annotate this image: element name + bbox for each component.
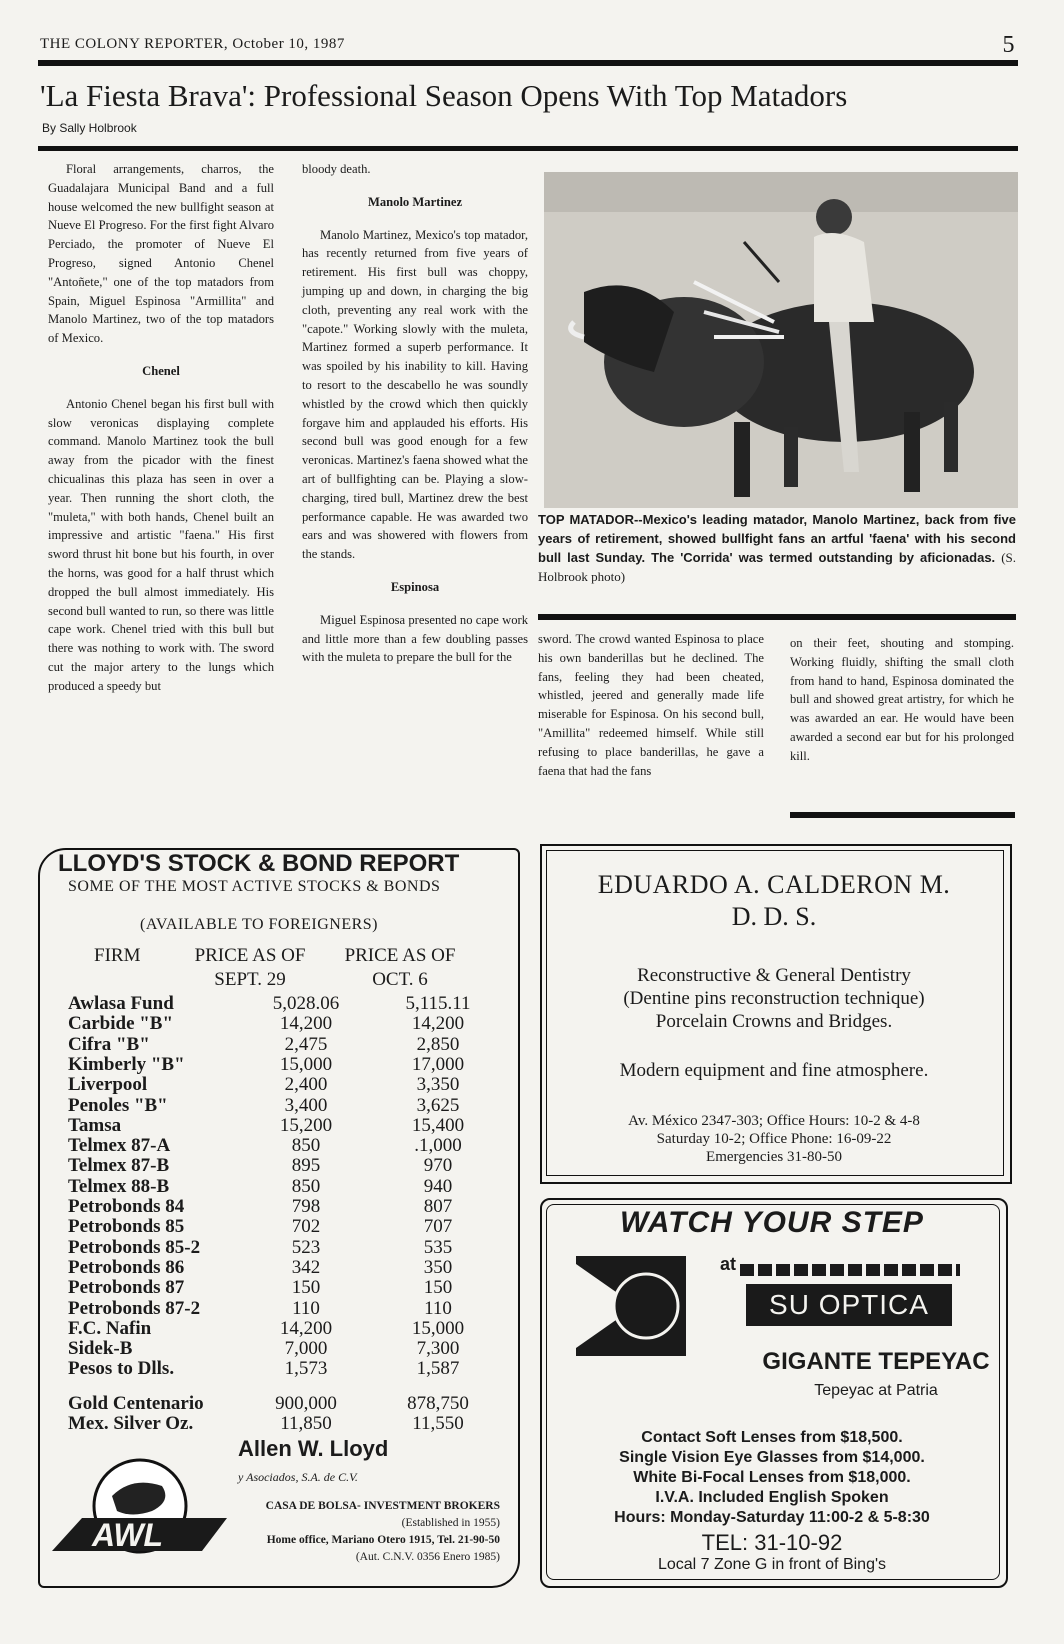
eye-logo-icon xyxy=(576,1256,686,1356)
stock-cell-oct: 350 xyxy=(423,1256,453,1278)
stock-cell-firm: Awlasa Fund xyxy=(68,993,174,1014)
stock-cell-sep: 7,000 xyxy=(284,1338,328,1360)
contact-line: Saturday 10-2; Office Phone: 16-09-22 xyxy=(656,1131,892,1147)
stock-cell-firm: Petrobonds 87 xyxy=(68,1277,185,1299)
stock-cell-sep: 15,200 xyxy=(279,1114,333,1136)
optica-local: Local 7 Zone G in front of Bing's xyxy=(657,1556,887,1573)
service-line: Porcelain Crowns and Bridges. xyxy=(655,1011,893,1032)
offer-line: White Bi-Focal Lenses from $18,000. xyxy=(633,1469,911,1486)
stock-cell-oct: .1,000 xyxy=(414,1135,462,1157)
stock-cell-oct: 110 xyxy=(424,1297,452,1319)
stock-cell-sep: 850 xyxy=(291,1135,321,1157)
headline-rule xyxy=(38,146,1018,151)
stock-cell-sep: 2,475 xyxy=(284,1033,328,1055)
stock-cell-firm: Mex. Silver Oz. xyxy=(68,1413,194,1435)
awl-logo-text: AWL xyxy=(92,1517,164,1553)
stock-cell-oct: 7,300 xyxy=(416,1338,460,1360)
stock-cell-firm: Petrobonds 85 xyxy=(68,1216,185,1238)
stock-row xyxy=(68,1278,488,1298)
stock-cell-firm: Gold Centenario xyxy=(68,1393,204,1414)
optica-at: at xyxy=(720,1254,737,1274)
company-subtitle: y Asociados, S.A. de C.V. xyxy=(238,1470,358,1484)
stock-report-availability: (AVAILABLE TO FOREIGNERS) xyxy=(140,916,378,933)
article-column-2 xyxy=(302,160,528,667)
paragraph: sword. The crowd wanted Espinosa to place his own banderillas but he declined. The fans, feeling they had been cheated, whistled, jeered and generally made life miserable for Espinosa. On his second bull, "Amillita" redeemed himself. While still refusing to place banderillas, he gave a faena that had the fans xyxy=(538,632,764,778)
col-header-oct xyxy=(330,944,470,992)
awl-logo xyxy=(52,1456,232,1566)
stock-cell-firm: Pesos to Dlls. xyxy=(68,1358,175,1380)
stock-cell-firm: Telmex 87-A xyxy=(68,1135,171,1157)
stock-cell-sep: 850 xyxy=(291,1175,321,1197)
stock-row xyxy=(68,1299,488,1319)
stock-row xyxy=(68,1359,488,1379)
offer-line: Contact Soft Lenses from $18,500. xyxy=(641,1429,903,1446)
paragraph: Antonio Chenel began his first bull with slow veronicas displaying complete command. Manolo Martinez took the bull away from the picador with the finest chicualinas this plaza has seen in over a year. Then running the short cloth, the "muleta," with both hands, Chenel built an impressive and artistic "faena." His first sword thrust hit bone but his fourth, in over the horns, was good for a half thrust which dropped the bull almost immediately. His second bull wanted to run, so there was little cape work. Chenel tried with this bull but there was nothing to work with. The sword cut the major artery to the lungs which produced a speedy but xyxy=(48,396,274,693)
stock-row xyxy=(68,1217,488,1237)
masthead xyxy=(40,32,1015,58)
hours-line: Hours: Monday-Saturday 11:00-2 & 5-8:30 xyxy=(614,1509,930,1526)
stock-cell-firm: Carbide "B" xyxy=(68,1013,174,1035)
stock-report-title: LLOYD'S STOCK & BOND REPORT xyxy=(58,850,460,877)
offer-line: Single Vision Eye Glasses from $14,000. xyxy=(619,1449,925,1466)
stock-cell-sep: 523 xyxy=(291,1236,321,1258)
stock-row xyxy=(68,1035,488,1055)
stock-cell-sep: 342 xyxy=(291,1256,321,1278)
service-line: Reconstructive & General Dentistry xyxy=(637,965,911,986)
stock-cell-firm: Telmex 88-B xyxy=(68,1175,170,1197)
stock-cell-sep: 15,000 xyxy=(279,1053,333,1075)
stock-cell-firm: Petrobonds 85-2 xyxy=(68,1236,201,1258)
byline: By Sally Holbrook xyxy=(42,121,137,135)
caption-credit: (S. Holbrook photo) xyxy=(538,550,1016,584)
optica-offers xyxy=(546,1428,998,1528)
stock-cell-sep: 14,200 xyxy=(279,1013,333,1035)
stock-cell-firm: Kimberly "B" xyxy=(68,1053,185,1075)
broker-info xyxy=(206,1498,500,1566)
stock-cell-firm: F.C. Nafin xyxy=(68,1317,152,1339)
stock-cell-oct: 878,750 xyxy=(407,1393,469,1414)
paragraph: Floral arrangements, charros, the Guadalajara Municipal Band and a full house welcomed the new bullfight season at Nueve El Progreso. For the first fight Alvaro Perciado, the promoter of Nueve El Progreso, signed Antonio Chenel "Antoñete," one of the top matadors from Spain, Miguel Espinosa "Armillita" and Manolo Martinez, two of the top matadors of Mexico. xyxy=(48,162,274,346)
stock-cell-oct: 1,587 xyxy=(416,1358,460,1380)
col-header-oct-line2: OCT. 6 xyxy=(372,969,428,990)
optica-phone: TEL: 31-10-92 xyxy=(701,1530,843,1555)
stock-row xyxy=(68,1014,488,1034)
stock-cell-sep: 798 xyxy=(291,1196,321,1217)
stock-row xyxy=(68,1177,488,1197)
stock-row xyxy=(68,1238,488,1258)
caption-rule xyxy=(538,614,1016,620)
stock-cell-firm: Penoles "B" xyxy=(68,1094,168,1116)
stock-cell-oct: 970 xyxy=(423,1155,453,1177)
masthead-title: THE COLONY REPORTER, October 10, 1987 xyxy=(40,36,345,52)
stock-row xyxy=(68,1258,488,1278)
stock-report-subtitle: SOME OF THE MOST ACTIVE STOCKS & BONDS xyxy=(68,878,441,895)
stock-cell-oct: 3,625 xyxy=(416,1094,460,1116)
offer-line: I.V.A. Included English Spoken xyxy=(655,1489,889,1506)
contact-line: Av. México 2347-303; Office Hours: 10-2 & 4-8 xyxy=(628,1113,920,1129)
stock-cell-oct: 15,400 xyxy=(411,1114,465,1136)
stock-row xyxy=(68,1075,488,1095)
paragraph: bloody death. xyxy=(302,162,371,176)
subheading-martinez: Manolo Martinez xyxy=(367,194,463,209)
matador-and-bull-illustration xyxy=(544,172,1018,508)
stock-cell-oct: 5,115.11 xyxy=(405,993,471,1014)
stock-cell-oct: 940 xyxy=(423,1175,453,1197)
authorization-line: (Aut. C.N.V. 0356 Enero 1985) xyxy=(355,1551,500,1563)
article-end-rule xyxy=(790,812,1015,818)
stock-cell-firm: Petrobonds 86 xyxy=(68,1256,185,1278)
masthead-rule xyxy=(38,60,1018,66)
stock-cell-firm: Liverpool xyxy=(68,1074,148,1096)
bullfight-photo xyxy=(544,172,1018,508)
dentist-tagline: Modern equipment and fine atmosphere. xyxy=(619,1060,929,1081)
stock-cell-oct: 150 xyxy=(423,1277,453,1299)
col-header-sept xyxy=(180,944,320,992)
stock-cell-sep: 3,400 xyxy=(284,1094,328,1116)
optica-location-sub: Tepeyac at Patria xyxy=(814,1382,938,1399)
stock-cell-oct: 15,000 xyxy=(411,1317,465,1339)
stock-row xyxy=(68,1197,488,1217)
optica-headline: WATCH YOUR STEP xyxy=(620,1206,924,1239)
headline: 'La Fiesta Brava': Professional Season Opens With Top Matadors xyxy=(40,78,848,113)
page-number: 5 xyxy=(1002,32,1015,58)
stock-cell-sep: 11,850 xyxy=(280,1413,332,1435)
stock-cell-oct: 2,850 xyxy=(416,1033,460,1055)
subheading-chenel: Chenel xyxy=(142,363,180,378)
stock-cell-firm: Cifra "B" xyxy=(68,1033,150,1055)
brand-stripes xyxy=(740,1264,960,1276)
stock-cell-sep: 895 xyxy=(291,1155,321,1177)
stock-cell-firm: Petrobonds 84 xyxy=(68,1196,185,1217)
stock-cell-firm: Sidek-B xyxy=(68,1338,133,1360)
dentist-name: EDUARDO A. CALDERON M. xyxy=(597,870,951,899)
stock-row xyxy=(68,1319,488,1339)
stock-row xyxy=(68,994,488,1014)
stock-cell-oct: 14,200 xyxy=(411,1013,465,1035)
photo-caption xyxy=(538,510,1016,586)
stock-cell-oct: 707 xyxy=(423,1216,453,1238)
stock-cell-sep: 5,028.06 xyxy=(272,993,340,1014)
caption-text: TOP MATADOR--Mexico's leading matador, Manolo Martinez, back from five years of retirement, showed bullfight fans an artful 'faena' with his second bull last Sunday. The 'Corrida' was termed outstanding by aficionadas. xyxy=(538,512,1016,565)
stock-cell-sep: 2,400 xyxy=(284,1074,328,1096)
stock-row xyxy=(68,1055,488,1075)
dentist-contact xyxy=(546,1112,1002,1166)
stock-cell-firm: Telmex 87-B xyxy=(68,1155,170,1177)
stock-cell-sep: 900,000 xyxy=(275,1393,337,1414)
stock-cell-oct: 3,350 xyxy=(416,1074,460,1096)
broker-line: CASA DE BOLSA- INVESTMENT BROKERS xyxy=(265,1500,500,1512)
optica-location: GIGANTE TEPEYAC xyxy=(762,1348,990,1375)
stock-cell-sep: 702 xyxy=(291,1216,321,1238)
stock-cell-firm: Tamsa xyxy=(68,1114,122,1136)
article-column-3 xyxy=(538,630,764,780)
stock-cell-oct: 535 xyxy=(423,1236,453,1258)
paragraph: Manolo Martinez, Mexico's top matador, has recently returned from five years of retirement. His first bull was choppy, jumping up and down, in charging the big cloth, preventing any real work with the "capote." Working slowly with the muleta, Martinez formed a superb performance. It was spoiled by his inability to kill. Having to resort to the descabello he was soundly whistled by the crowd which then quickly forgave him and applauded his efforts. His second bull was good enough for a few veronicas. Martinez's faena showed what the art of bullfighting can be. Playing a slow-charging, tired bull, Martinez drew the best performance capable. He was awarded two ears and was showered with flowers from the stands. xyxy=(302,227,528,562)
contact-line: Emergencies 31-80-50 xyxy=(706,1149,842,1165)
stock-row xyxy=(68,1116,488,1136)
stock-cell-sep: 1,573 xyxy=(284,1358,328,1380)
stock-row xyxy=(68,1096,488,1116)
stock-row xyxy=(68,1156,488,1176)
article-column-4 xyxy=(790,634,1014,766)
stock-cell-oct: 11,550 xyxy=(412,1413,464,1435)
service-line: (Dentine pins reconstruction technique) xyxy=(623,988,925,1009)
stock-row xyxy=(68,1339,488,1359)
stock-cell-firm: Petrobonds 87-2 xyxy=(68,1297,201,1319)
company-name: Allen W. Lloyd xyxy=(238,1436,389,1461)
dentist-title: D. D. S. xyxy=(731,902,817,931)
paragraph: on their feet, shouting and stomping. Working fluidly, shifting the small cloth from hand to hand, Espinosa dominated the bull and showed great artistry, for which he was awarded an ear. He would have been awarded a second ear but for his prolonged kill. xyxy=(790,636,1014,763)
stock-cell-oct: 17,000 xyxy=(411,1053,465,1075)
stock-row xyxy=(68,1394,488,1414)
paragraph: Miguel Espinosa presented no cape work and little more than a few doubling passes with the muleta to prepare the bull for the xyxy=(302,612,528,665)
established-line: (Established in 1955) xyxy=(401,1517,500,1529)
address-line: Home office, Mariano Otero 1915, Tel. 21-90-50 xyxy=(266,1534,500,1546)
article-column-1 xyxy=(48,160,274,696)
stock-cell-sep: 110 xyxy=(292,1297,320,1319)
col-header-oct-line1: PRICE AS OF xyxy=(344,945,456,966)
stock-row xyxy=(68,1136,488,1156)
optica-brand: SU OPTICA xyxy=(746,1284,952,1326)
col-header-sept-line1: PRICE AS OF xyxy=(194,945,306,966)
stock-cell-sep: 150 xyxy=(291,1277,321,1299)
dentist-services xyxy=(546,964,1002,1033)
col-header-firm: FIRM xyxy=(94,945,141,966)
stock-cell-sep: 14,200 xyxy=(279,1317,333,1339)
col-header-sept-line2: SEPT. 29 xyxy=(214,969,286,990)
stock-row xyxy=(68,1414,488,1434)
subheading-espinosa: Espinosa xyxy=(390,579,440,594)
stock-cell-oct: 807 xyxy=(423,1196,453,1217)
